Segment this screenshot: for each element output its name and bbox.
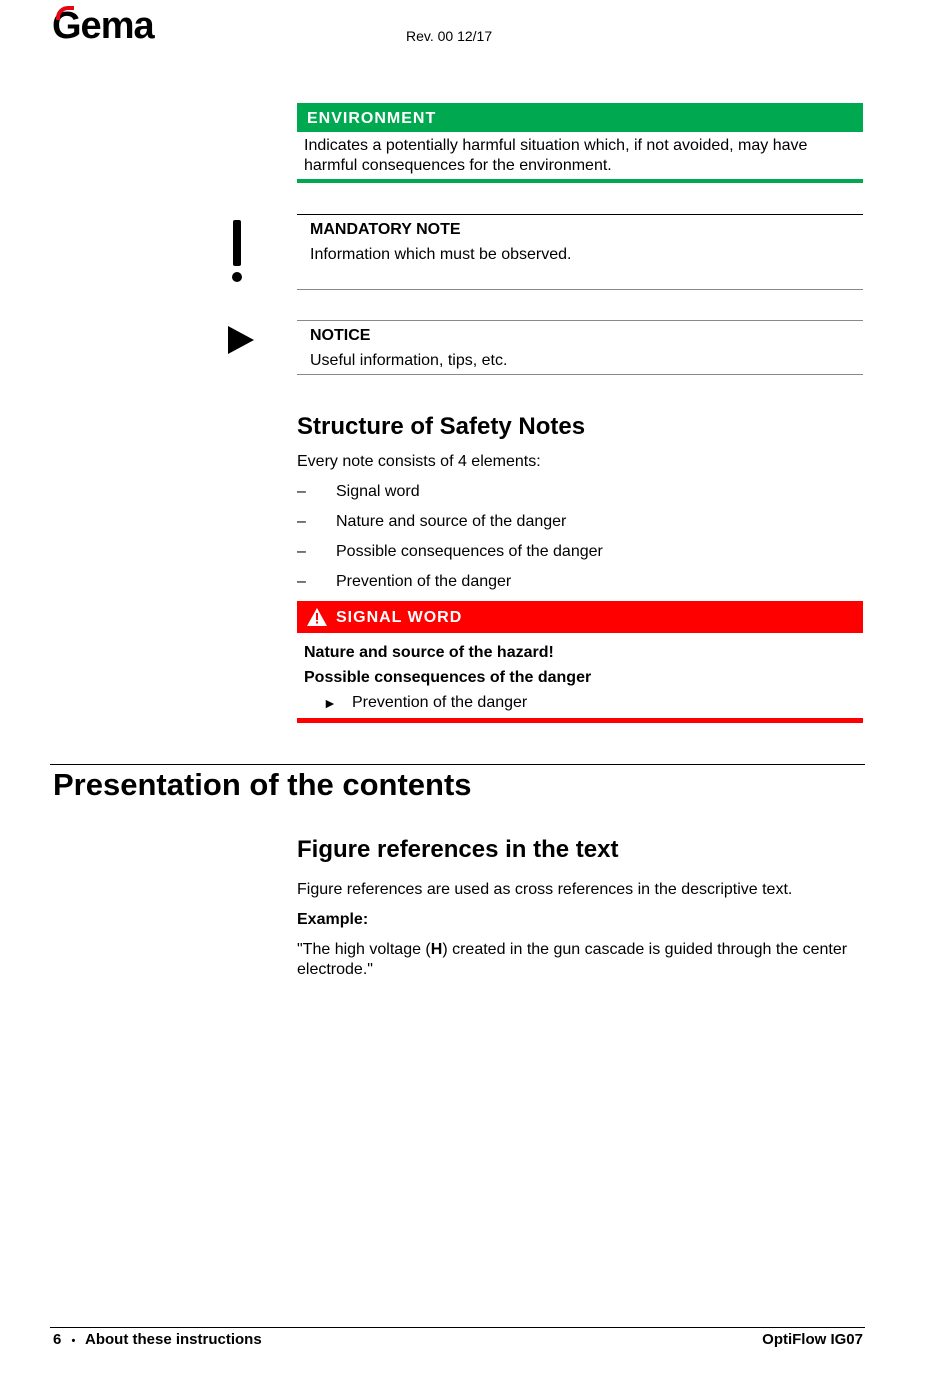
footer-product: OptiFlow IG07 [762,1331,863,1348]
list-item: Possible consequences of the danger [336,543,603,560]
warning-triangle-icon [307,608,327,626]
list-dash: – [297,573,306,590]
environment-bottom-rule [297,179,863,183]
footer-section: About these instructions [85,1331,262,1348]
figure-references-text: Figure references are used as cross references in the descriptive text. [297,881,793,898]
exclamation-icon [229,220,243,284]
section-top-rule [50,764,865,765]
mandatory-note-text: Information which must be observed. [310,246,572,263]
figure-references-heading: Figure references in the text [297,836,619,863]
signal-word-banner [297,601,863,633]
hazard-prevention: Prevention of the danger [352,694,528,711]
signal-bottom-rule [297,718,863,723]
environment-text: Indicates a potentially harmful situation which, if not avoided, may have harmful consequences for the environment. [304,137,808,174]
prevention-arrow-icon: ► [323,695,337,711]
footer-rule [50,1327,865,1328]
safety-structure-heading: Structure of Safety Notes [297,413,586,440]
list-dash: – [297,513,306,530]
footer-left [53,1331,262,1348]
notice-arrow-icon [228,326,254,354]
example-label: Example: [297,911,369,928]
mandatory-note-top-rule [297,214,863,215]
safety-structure-intro: Every note consists of 4 elements: [297,453,541,470]
notice-text: Useful information, tips, etc. [310,352,508,369]
list-item: Signal word [336,483,420,500]
mandatory-note-bottom-rule [297,289,863,290]
environment-signal-word: ENVIRONMENT [297,103,863,132]
list-dash: – [297,483,306,500]
signal-word-label: SIGNAL WORD [336,609,463,626]
hazard-nature: Nature and source of the hazard! [304,644,554,661]
section-heading: Presentation of the contents [53,767,472,802]
mandatory-note-title: MANDATORY NOTE [310,221,461,238]
list-dash: – [297,543,306,560]
notice-bottom-rule [297,374,863,375]
page-number: 6 [53,1331,62,1348]
revision-label: Rev. 00 12/17 [406,28,493,44]
hazard-consequences: Possible consequences of the danger [304,669,592,686]
gema-logo [52,4,154,48]
list-item: Nature and source of the danger [336,513,567,530]
example-quote: "The high voltage (H) created in the gun cascade is guided through the center electrode." [297,941,848,978]
logo-text: Gema [52,5,154,47]
notice-top-rule [297,320,863,321]
notice-title: NOTICE [310,327,371,344]
bullet-icon: • [71,1335,76,1347]
list-item: Prevention of the danger [336,573,512,590]
